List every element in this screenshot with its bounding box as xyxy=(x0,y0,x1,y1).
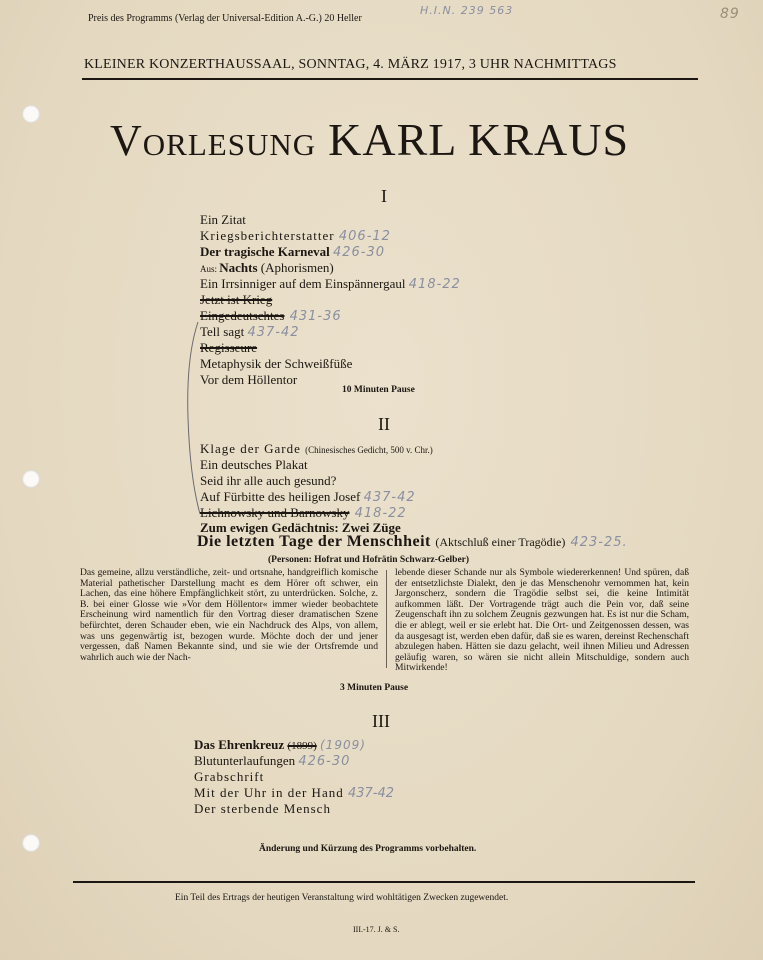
program-item: Zum ewigen Gedächtnis: Zwei Züge xyxy=(200,520,401,535)
program-item: Auf Fürbitte des heiligen Josef 437-42 xyxy=(200,489,416,505)
page-number: 89 xyxy=(720,6,740,22)
program-item: Ein Irrsinniger auf dem Einspännergaul 418-22 xyxy=(200,276,461,292)
program-item: Eingedeutschtes 431-36 xyxy=(200,308,342,324)
program-item: Kriegsberichterstatter 406-12 xyxy=(200,228,391,244)
program-change-note: Änderung und Kürzung des Programms vorbehalten. xyxy=(259,844,477,854)
punch-hole xyxy=(22,834,40,852)
program-item: Ein Zitat xyxy=(200,212,246,227)
punch-hole xyxy=(22,470,40,488)
program-item: Der sterbende Mensch xyxy=(194,801,331,816)
section-numeral: II xyxy=(378,414,390,434)
archive-signature: H.I.N. 239 563 xyxy=(420,4,514,17)
program-item: Seid ihr alle auch gesund? xyxy=(200,473,337,488)
program-item: Lichnowsky und Barnowsky 418-22 xyxy=(200,505,407,521)
page-title xyxy=(110,112,629,169)
program-item: Blutunterlaufungen 426-30 xyxy=(194,753,351,769)
program-item: Klage der Garde (Chinesisches Gedicht, 500 v. Chr.) xyxy=(200,441,433,456)
price-note: Preis des Programms (Verlag der Universal-Edition A.-G.) 20 Heller xyxy=(88,13,362,24)
intermission-note: 3 Minuten Pause xyxy=(340,683,409,693)
program-item: Mit der Uhr in der Hand 437-42 xyxy=(194,785,395,801)
program-item: Das Ehrenkreuz (1899) (1909) xyxy=(194,737,366,752)
title-prefix: Vorlesung xyxy=(110,116,317,165)
column-divider xyxy=(386,570,387,668)
cast-note: (Personen: Hofrat und Hofrätin Schwarz-Gelber) xyxy=(268,555,470,565)
program-item: Der tragische Karneval 426-30 xyxy=(200,244,386,260)
charity-note: Ein Teil des Ertrags der heutigen Veranstaltung wird wohltätigen Zwecken zugewendet. xyxy=(175,893,509,903)
program-item: Grabschrift xyxy=(194,769,265,784)
program-item-struck: Regisseure xyxy=(200,340,258,355)
program-item-main: Die letzten Tage der Menschheit (Aktschluß einer Tragödie) 423-25. xyxy=(197,533,628,550)
header-rule xyxy=(82,78,698,80)
commentary-column-left: Das gemeine, allzu verständliche, zeit- und ortsnahe, handgreiflich komische Material pathetischer Darstellung macht es dem Hörer oft schwer, ein Lachen, das eine höhere Empfänglichkeit stört, zu unterdrücken. Solche, z. B. bei einer Glosse wie »Vor dem Höllentor« immer wieder beobachtete Erscheinung wird namentlich für den Vortrag dieser dramatischen Szene befürchtet, deren Schauder eben, wie ein Nachdruck des Alps, von allem, was uns gegenwärtig ist, bezogen wurde. Möchte doch der und jener vergessen, daß Namen Bekannte sind, und sie wie der Ortsfremde und wahrlich auch wie der Nach- xyxy=(80,567,378,663)
program-item: Metaphysik der Schweißfüße xyxy=(200,356,353,371)
program-item: Vor dem Höllentor xyxy=(200,372,298,387)
program-item-struck: Jetzt ist Krieg xyxy=(200,292,273,307)
section-numeral: I xyxy=(381,186,387,206)
intermission-note: 10 Minuten Pause xyxy=(342,385,415,395)
printer-mark: III.-17. J. & S. xyxy=(353,925,400,934)
title-name: KARL KRAUS xyxy=(328,114,630,165)
program-item: Aus: Nachts (Aphorismen) xyxy=(200,260,334,275)
venue-date-line: KLEINER KONZERTHAUSSAAL, SONNTAG, 4. MÄRZ 1917, 3 UHR NACHMITTAGS xyxy=(84,57,617,72)
commentary-column-right: lebende dieser Schande nur als Symbole wiedererkennen! Und spüren, daß der entsetzlichste Dialekt, den je das Menschenohr vernommen hat, kein Jargonscherz, sondern die Tragödie selbst sei, die keine Intimität aufkommen läßt. Der Vortragende trägt auch die Pein vor, daß seine Zeugenschaft ihn zu solchem Zeugnis gezwungen hat. Es ist nur die Scham, die er ablegt, weil er sie erlebt hat. Die Ort- und Zeitgenossen dessen, was da ausgesagt ist, werden eben dafür, daß sie es waren, dereinst Rechenschaft abzulegen haben. Hätten sie dazu gelacht, weil ihnen Milieu und Adressen geläufig waren, so wären sie nicht allein Mitschuldige, sondern auch Mitwirkende! xyxy=(395,567,689,674)
footer-rule xyxy=(73,881,695,883)
program-item: Tell sagt 437-42 xyxy=(200,324,300,340)
section-numeral: III xyxy=(372,711,390,731)
punch-hole xyxy=(22,105,40,123)
program-item: Ein deutsches Plakat xyxy=(200,457,308,472)
